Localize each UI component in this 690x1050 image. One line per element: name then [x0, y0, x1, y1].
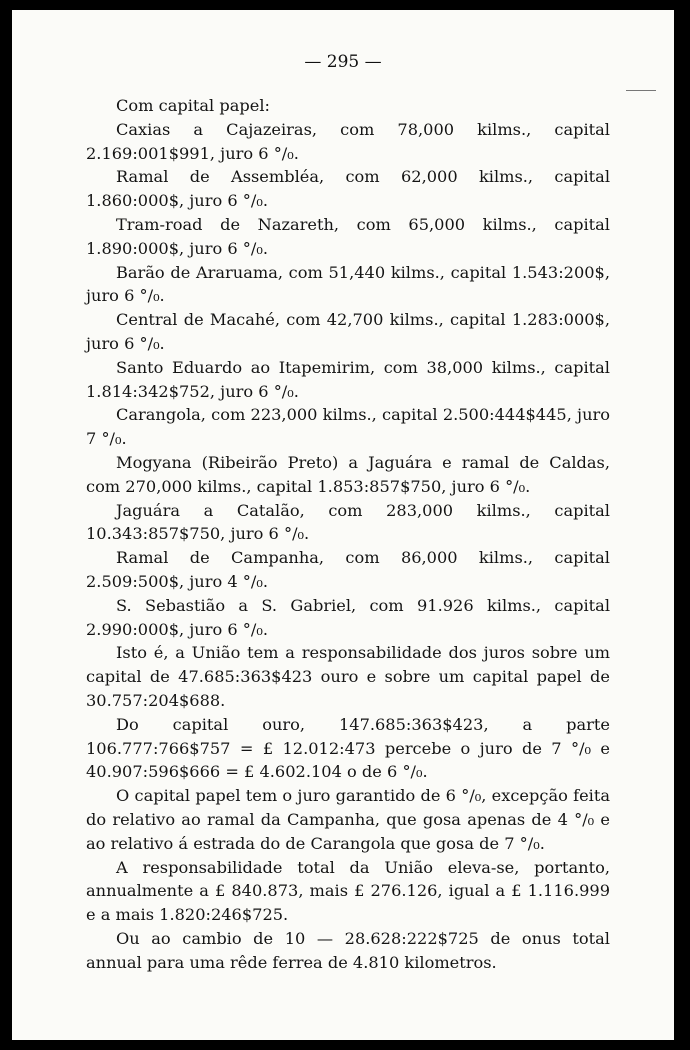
paragraph: Carangola, com 223,000 kilms., capital 2.500:444$445, juro 7 °/₀. [86, 405, 610, 449]
paragraph: S. Sebastião a S. Gabriel, com 91.926 kilms., capital 2.990:000$, juro 6 °/₀. [86, 595, 610, 639]
book-page [12, 10, 674, 1040]
paragraph: Jaguára a Catalão, com 283,000 kilms., capital 10.343:857$750, juro 6 °/₀. [86, 500, 610, 544]
paragraph: Central de Macahé, com 42,700 kilms., capital 1.283:000$, juro 6 °/₀. [86, 310, 610, 353]
paragraph: A responsabilidade total da União eleva-se, portanto, annualmente a £ 840.873, mais £ 276.126, igual a £ 1.116.999 e a mais 1.820:246$725. [86, 857, 610, 925]
paragraph: Ou ao cambio de 10 — 28.628:222$725 de onus total annual para uma rêde ferrea de 4.810 kilometros. [86, 928, 610, 972]
paragraph: Do capital ouro, 147.685:363$423, a parte 106.777:766$757 = £ 12.012:473 percebe o juro de 7 °/₀ e 40.907:596$666 = £ 4.602.104 o de 6 °/₀. [86, 714, 610, 782]
paragraph: Barão de Araruama, com 51,440 kilms., capital 1.543:200$, juro 6 °/₀. [86, 262, 610, 306]
paragraph: Mogyana (Ribeirão Preto) a Jaguára e ramal de Caldas, com 270,000 kilms., capital 1.853:857$750, juro 6 °/₀. [86, 452, 610, 496]
paragraph: Tram-road de Nazareth, com 65,000 kilms., capital 1.890:000$, juro 6 °/₀. [86, 214, 610, 258]
paragraph: Com capital papel: [116, 96, 270, 115]
paragraph: Caxias a Cajazeiras, com 78,000 kilms., capital 2.169:001$991, juro 6 °/₀. [86, 119, 610, 163]
body-text [86, 94, 610, 974]
paragraph: Ramal de Campanha, com 86,000 kilms., capital 2.509:500$, juro 4 °/₀. [86, 548, 610, 591]
paragraph: Isto é, a União tem a responsabilidade dos juros sobre um capital de 47.685:363$423 ouro e sobre um capital papel de 30.757:204$688. [86, 643, 610, 710]
page-number: — 295 — [304, 52, 382, 72]
paragraph: Santo Eduardo ao Itapemirim, com 38,000 kilms., capital 1.814:342$752, juro 6 °/₀. [86, 357, 610, 401]
paragraph: Ramal de Assembléa, com 62,000 kilms., capital 1.860:000$, juro 6 °/₀. [86, 167, 610, 211]
page-mark [626, 90, 656, 91]
paragraph: O capital papel tem o juro garantido de 6 °/₀, excepção feita do relativo ao ramal da Campanha, que gosa apenas de 4 °/₀ e ao relativo á estrada do de Carangola que gosa de 7 °/₀. [86, 786, 610, 853]
